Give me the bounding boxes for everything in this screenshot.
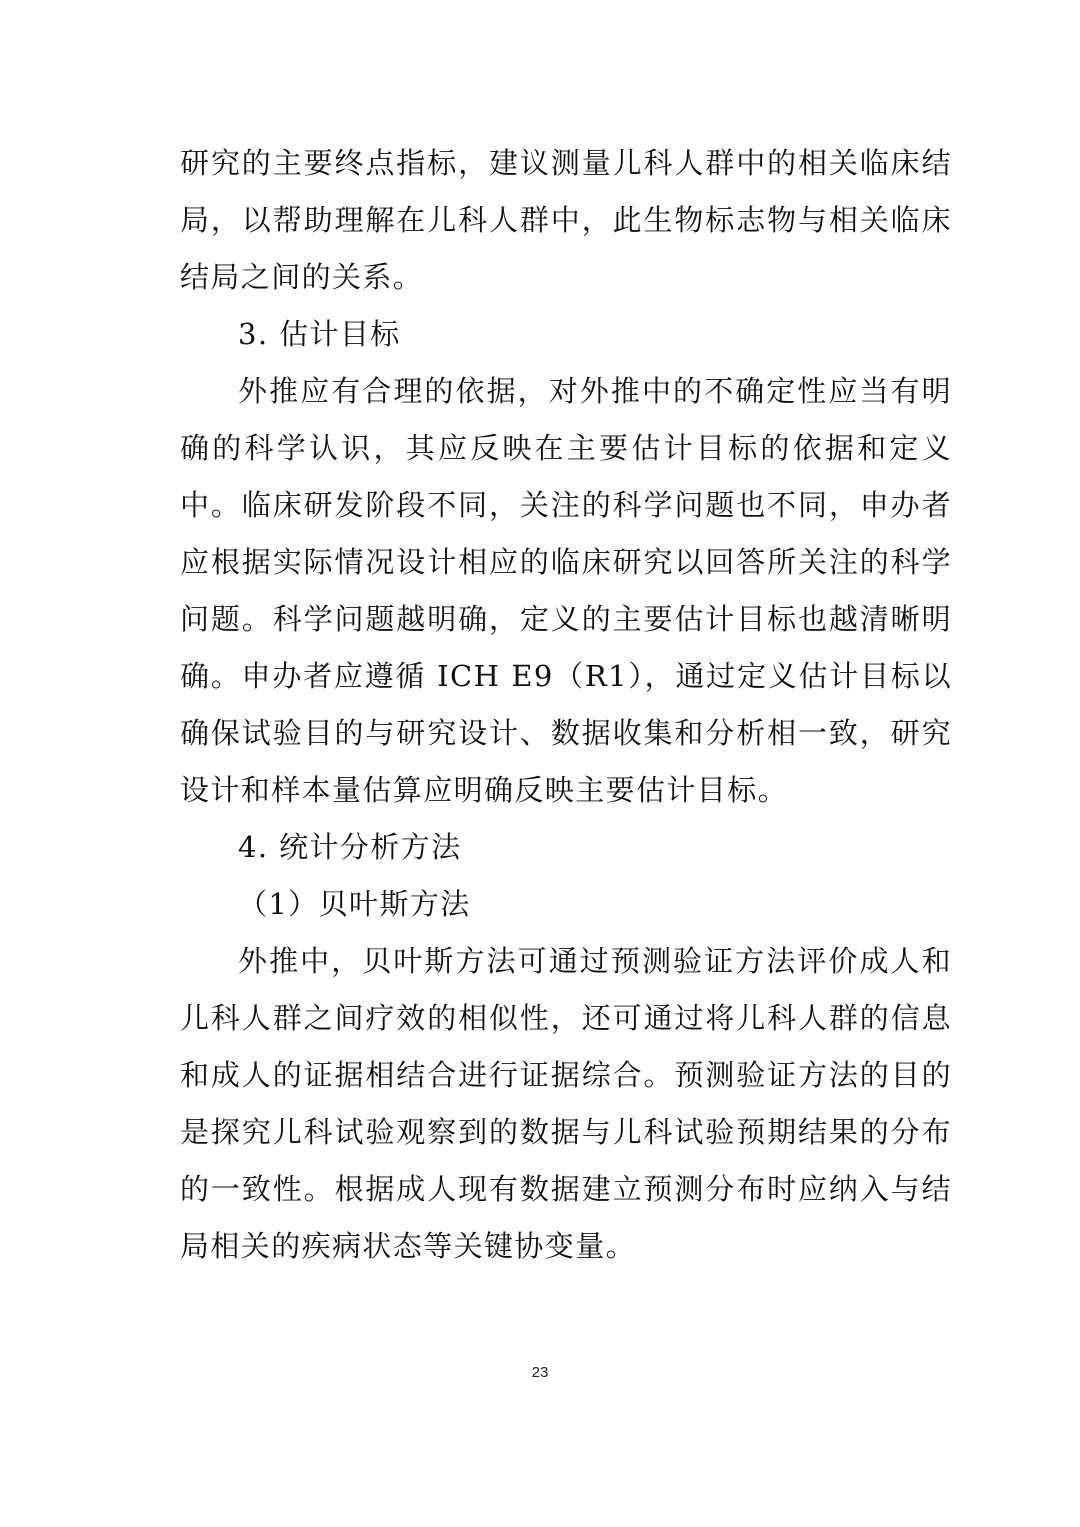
page-number: 23 [531,1364,549,1381]
section-heading-estimand: 3. 估计目标 [238,317,401,351]
page-body [180,135,952,1275]
paragraph-bayesian: 外推中，贝叶斯方法可通过预测验证方法评价成人和儿科人群之间疗效的相似性，还可通过将儿科人群的信息和成人的证据相结合进行证据综合。预测验证方法的目的是探究儿科试验观察到的数据与儿科试验预期结果的分布的一致性。根据成人现有数据建立预测分布时应纳入与结局相关的疾病状态等关键协变量。 [180,944,952,1263]
paragraph-continuation: 研究的主要终点指标，建议测量儿科人群中的相关临床结局，以帮助理解在儿科人群中，此生物标志物与相关临床结局之间的关系。 [180,146,952,294]
section-heading-statistical-methods: 4. 统计分析方法 [238,830,462,864]
paragraph-estimand: 外推应有合理的依据，对外推中的不确定性应当有明确的科学认识，其应反映在主要估计目标的依据和定义中。临床研发阶段不同，关注的科学问题也不同，申办者应根据实际情况设计相应的临床研究以回答所关注的科学问题。科学问题越明确，定义的主要估计目标也越清晰明确。申办者应遵循 ICH E9（R1），通过定义估计目标以确保试验目的与研究设计、数据收集和分析相一致，研究设计和样本量估算应明确反映主要估计目标。 [180,374,952,807]
subsection-heading-bayesian: （1）贝叶斯方法 [238,887,471,921]
